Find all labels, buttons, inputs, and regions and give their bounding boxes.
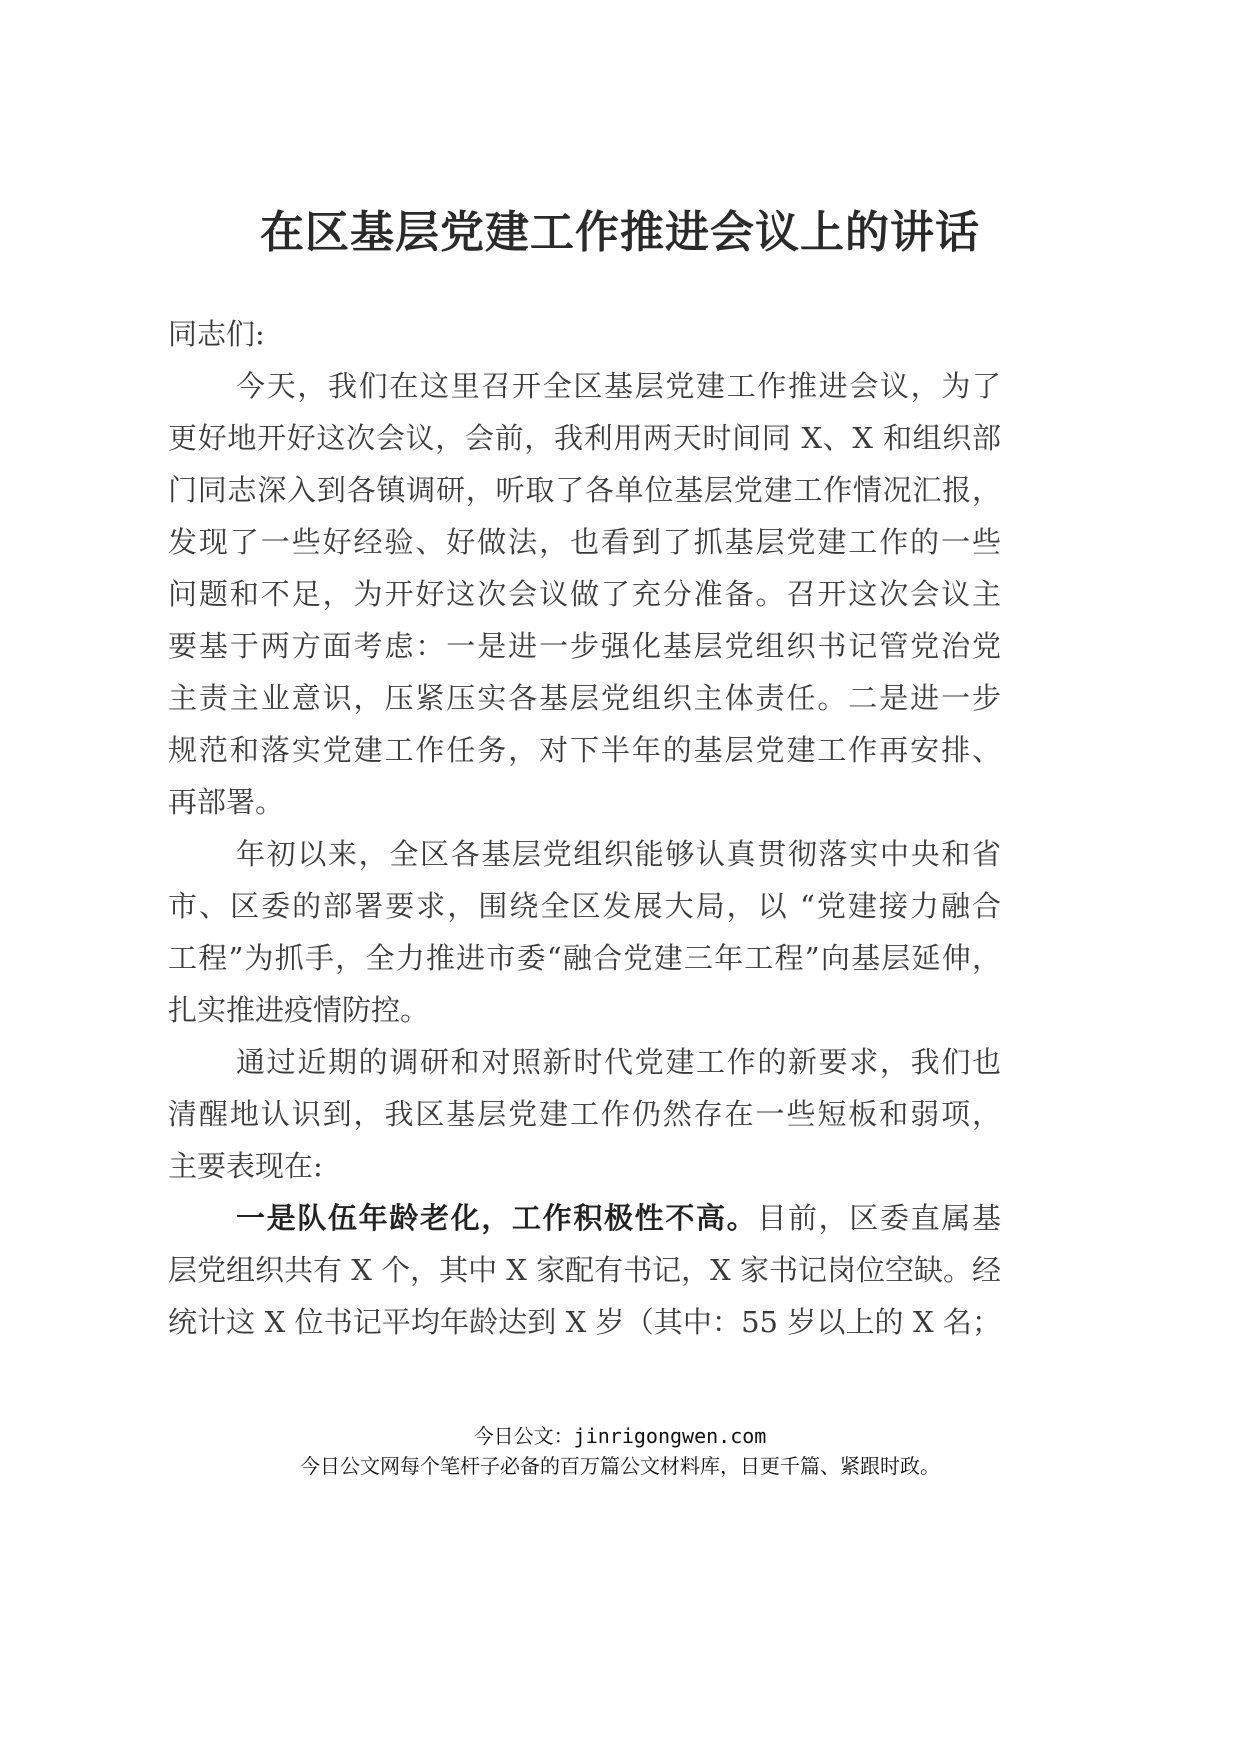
footer-site-url[interactable]: jinrigongwen.com bbox=[573, 1424, 767, 1448]
text-line: 市、区委的部署要求，围绕全区发展大局，以 “党建接力融合 bbox=[168, 889, 1001, 923]
text-line: 层党组织共有 X 个，其中 X 家配有书记，X 家书记岗位空缺。经 bbox=[168, 1253, 1002, 1287]
footer-site bbox=[0, 1420, 1240, 1449]
text-line: 同志们: bbox=[168, 317, 265, 351]
text-line: 门同志深入到各镇调研，听取了各单位基层党建工作情况汇报， bbox=[168, 473, 1001, 507]
text-line: 今天，我们在这里召开全区基层党建工作推进会议，为了 bbox=[236, 369, 1001, 403]
bold-heading: 一是队伍年龄老化，工作积极性不高。 bbox=[236, 1201, 758, 1235]
text-line: 扎实推进疫情防控。 bbox=[168, 993, 430, 1027]
text-line: 工程”为抓手，全力推进市委“融合党建三年工程”向基层延伸， bbox=[168, 941, 1001, 975]
text-line: 要基于两方面考虑：一是进一步强化基层党组织书记管党治党 bbox=[168, 629, 1001, 663]
text-line: 统计这 X 位书记平均年龄达到 X 岁（其中：55 岁以上的 X 名； bbox=[168, 1305, 1001, 1339]
document-body bbox=[168, 312, 1001, 1352]
footer-slogan: 今日公文网每个笔杆子必备的百万篇公文材料库，日更千篇、紧跟时政。 bbox=[300, 1454, 940, 1478]
text-rest: 目前，区委直属基 bbox=[757, 1201, 1001, 1235]
text-line: 发现了一些好经验、好做法，也看到了抓基层党建工作的一些 bbox=[168, 525, 1001, 559]
text-line: 再部署。 bbox=[168, 785, 285, 819]
text-line: 通过近期的调研和对照新时代党建工作的新要求，我们也 bbox=[236, 1045, 1001, 1079]
text-line: 清醒地认识到，我区基层党建工作仍然存在一些短板和弱项， bbox=[168, 1097, 1001, 1131]
document-title: 在区基层党建工作推进会议上的讲话 bbox=[260, 207, 980, 258]
text-line: 规范和落实党建工作任务，对下半年的基层党建工作再安排、 bbox=[168, 733, 1001, 767]
text-line: 更好地开好这次会议，会前，我利用两天时间同 X、X 和组织部 bbox=[168, 421, 1001, 455]
text-line-bold-lead bbox=[168, 1196, 1001, 1248]
text-line: 问题和不足，为开好这次会议做了充分准备。召开这次会议主 bbox=[168, 577, 1001, 611]
footer-site-label: 今日公文： bbox=[473, 1424, 574, 1448]
text-line: 主责主业意识，压紧压实各基层党组织主体责任。二是进一步 bbox=[168, 681, 1001, 715]
text-line: 主要表现在: bbox=[168, 1149, 323, 1183]
text-line: 年初以来，全区各基层党组织能够认真贯彻落实中央和省 bbox=[236, 837, 1001, 871]
